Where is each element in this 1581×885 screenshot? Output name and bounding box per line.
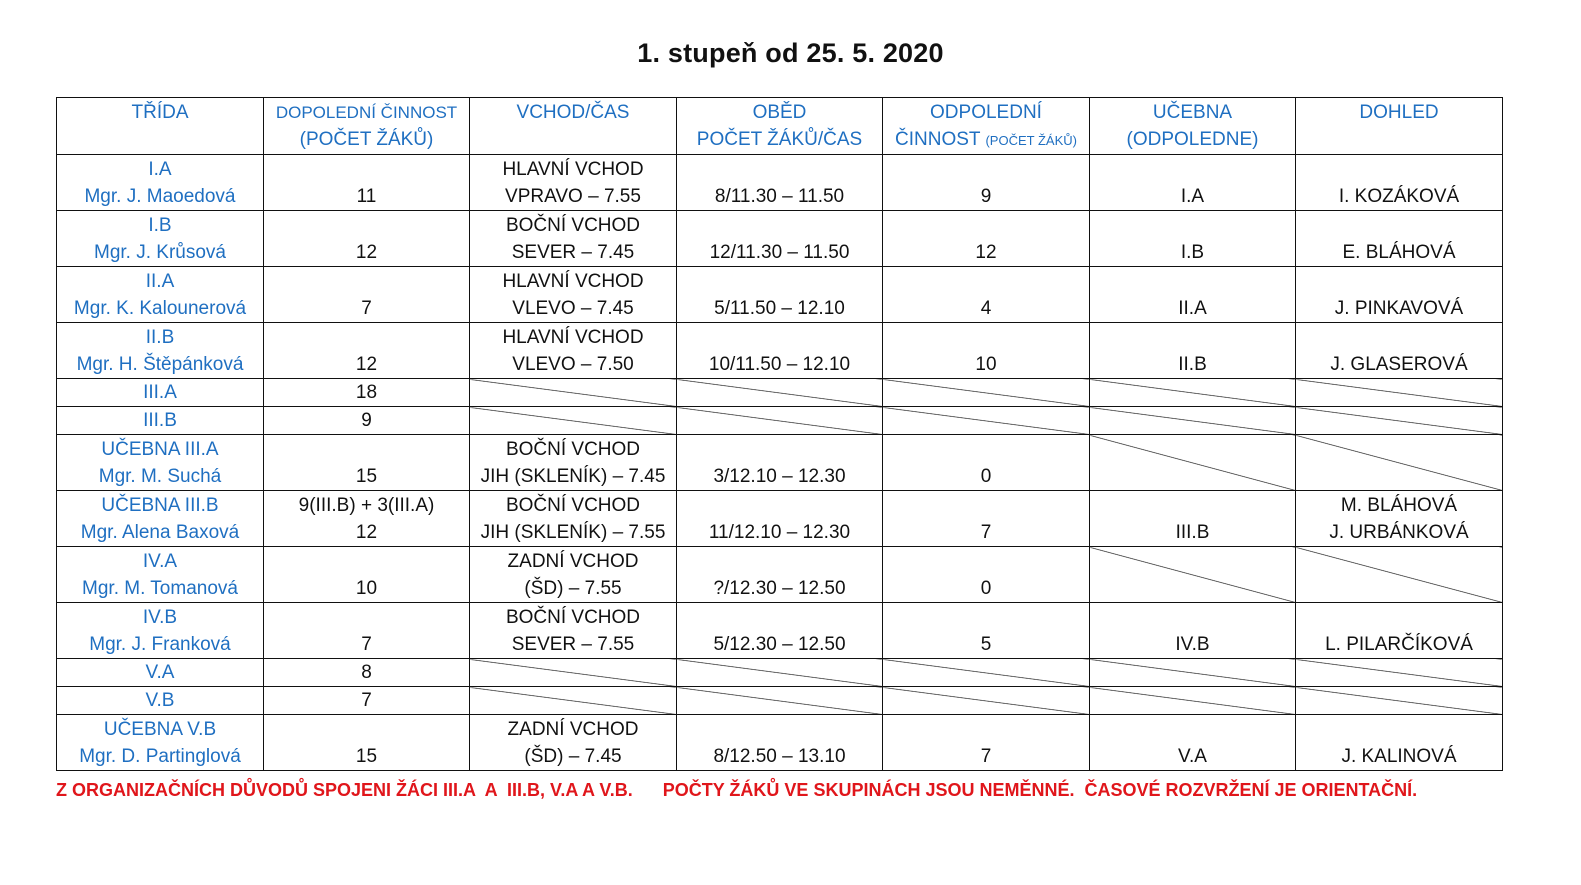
afternoon-cell: 4 xyxy=(883,267,1090,323)
entry-cell: BOČNÍ VCHOD JIH (SKLENÍK) – 7.45 xyxy=(470,435,677,491)
empty-cell xyxy=(470,687,677,715)
morning-cell: 8 xyxy=(264,659,470,687)
empty-cell xyxy=(1090,659,1296,687)
entry-cell: BOČNÍ VCHOD SEVER – 7.45 xyxy=(470,211,677,267)
lunch-cell: 12/11.30 – 11.50 xyxy=(677,211,883,267)
morning-cell: 12 xyxy=(264,323,470,379)
empty-cell xyxy=(1090,547,1296,603)
morning-cell: 15 xyxy=(264,715,470,771)
room-cell: I.B xyxy=(1090,211,1296,267)
table-row xyxy=(57,435,1503,491)
table-row xyxy=(57,379,1503,407)
class-cell: I.B Mgr. J. Krůsová xyxy=(57,211,264,267)
page-title: 1. stupeň od 25. 5. 2020 xyxy=(637,38,944,68)
afternoon-cell: 7 xyxy=(883,491,1090,547)
note-left: Z ORGANIZAČNÍCH DŮVODŮ SPOJENI ŽÁCI III.A A III.B, V.A A V.B. xyxy=(56,780,633,800)
supervision-cell: J. KALINOVÁ xyxy=(1296,715,1503,771)
empty-cell xyxy=(1090,435,1296,491)
morning-cell: 7 xyxy=(264,603,470,659)
lunch-cell: 5/11.50 – 12.10 xyxy=(677,267,883,323)
class-cell: III.B xyxy=(57,407,264,435)
lunch-cell: 8/11.30 – 11.50 xyxy=(677,155,883,211)
entry-cell: ZADNÍ VCHOD (ŠD) – 7.45 xyxy=(470,715,677,771)
morning-cell: 7 xyxy=(264,267,470,323)
morning-cell: 15 xyxy=(264,435,470,491)
empty-cell xyxy=(677,379,883,407)
empty-cell xyxy=(470,659,677,687)
lunch-cell: 8/12.50 – 13.10 xyxy=(677,715,883,771)
empty-cell xyxy=(677,687,883,715)
header-ucebna: UČEBNA (ODPOLEDNE) xyxy=(1090,98,1296,155)
table-row xyxy=(57,603,1503,659)
morning-cell: 12 xyxy=(264,211,470,267)
lunch-cell: 11/12.10 – 12.30 xyxy=(677,491,883,547)
entry-cell: BOČNÍ VCHOD SEVER – 7.55 xyxy=(470,603,677,659)
afternoon-cell: 5 xyxy=(883,603,1090,659)
supervision-cell: J. PINKAVOVÁ xyxy=(1296,267,1503,323)
header-row xyxy=(57,98,1503,155)
table-row xyxy=(57,211,1503,267)
supervision-cell: M. BLÁHOVÁ J. URBÁNKOVÁ xyxy=(1296,491,1503,547)
empty-cell xyxy=(1296,407,1503,435)
entry-cell: HLAVNÍ VCHOD VLEVO – 7.45 xyxy=(470,267,677,323)
room-cell: II.B xyxy=(1090,323,1296,379)
empty-cell xyxy=(470,407,677,435)
schedule-table xyxy=(56,97,1503,771)
empty-cell xyxy=(470,379,677,407)
header-trida: TŘÍDA xyxy=(57,98,264,155)
afternoon-cell: 9 xyxy=(883,155,1090,211)
class-cell: III.A xyxy=(57,379,264,407)
empty-cell xyxy=(1090,407,1296,435)
morning-cell: 10 xyxy=(264,547,470,603)
table-row xyxy=(57,715,1503,771)
table-row xyxy=(57,547,1503,603)
room-cell: V.A xyxy=(1090,715,1296,771)
entry-cell: ZADNÍ VCHOD (ŠD) – 7.55 xyxy=(470,547,677,603)
class-cell: I.A Mgr. J. Maoedová xyxy=(57,155,264,211)
morning-cell: 9 xyxy=(264,407,470,435)
afternoon-cell: 0 xyxy=(883,547,1090,603)
morning-cell: 9(III.B) + 3(III.A) 12 xyxy=(264,491,470,547)
header-dohled: DOHLED xyxy=(1296,98,1503,155)
empty-cell xyxy=(1296,659,1503,687)
room-cell: II.A xyxy=(1090,267,1296,323)
lunch-cell: 3/12.10 – 12.30 xyxy=(677,435,883,491)
table-row xyxy=(57,687,1503,715)
room-cell: IV.B xyxy=(1090,603,1296,659)
footer-note xyxy=(56,780,1502,801)
supervision-cell: J. GLASEROVÁ xyxy=(1296,323,1503,379)
class-cell: II.A Mgr. K. Kalounerová xyxy=(57,267,264,323)
entry-cell: HLAVNÍ VCHOD VPRAVO – 7.55 xyxy=(470,155,677,211)
empty-cell xyxy=(1296,547,1503,603)
empty-cell xyxy=(883,379,1090,407)
supervision-cell: I. KOZÁKOVÁ xyxy=(1296,155,1503,211)
afternoon-cell: 12 xyxy=(883,211,1090,267)
supervision-cell: E. BLÁHOVÁ xyxy=(1296,211,1503,267)
morning-cell: 7 xyxy=(264,687,470,715)
table-row xyxy=(57,323,1503,379)
empty-cell xyxy=(1296,379,1503,407)
entry-cell: HLAVNÍ VCHOD VLEVO – 7.50 xyxy=(470,323,677,379)
empty-cell xyxy=(883,659,1090,687)
morning-cell: 11 xyxy=(264,155,470,211)
class-cell: V.B xyxy=(57,687,264,715)
afternoon-cell: 10 xyxy=(883,323,1090,379)
class-cell: V.A xyxy=(57,659,264,687)
empty-cell xyxy=(677,659,883,687)
lunch-cell: 5/12.30 – 12.50 xyxy=(677,603,883,659)
table-row xyxy=(57,491,1503,547)
lunch-cell: 10/11.50 – 12.10 xyxy=(677,323,883,379)
table-row xyxy=(57,407,1503,435)
header-vchod: VCHOD/ČAS xyxy=(470,98,677,155)
class-cell: IV.A Mgr. M. Tomanová xyxy=(57,547,264,603)
empty-cell xyxy=(1090,379,1296,407)
class-cell: UČEBNA III.A Mgr. M. Suchá xyxy=(57,435,264,491)
table-row xyxy=(57,267,1503,323)
empty-cell xyxy=(1296,687,1503,715)
supervision-cell: L. PILARČÍKOVÁ xyxy=(1296,603,1503,659)
class-cell: II.B Mgr. H. Štěpánková xyxy=(57,323,264,379)
room-cell: III.B xyxy=(1090,491,1296,547)
afternoon-cell: 0 xyxy=(883,435,1090,491)
empty-cell xyxy=(883,687,1090,715)
morning-cell: 18 xyxy=(264,379,470,407)
empty-cell xyxy=(1090,687,1296,715)
afternoon-cell: 7 xyxy=(883,715,1090,771)
header-dopoledni: DOPOLEDNÍ ČINNOST (POČET ŽÁKŮ) xyxy=(264,98,470,155)
empty-cell xyxy=(677,407,883,435)
entry-cell: BOČNÍ VCHOD JIH (SKLENÍK) – 7.55 xyxy=(470,491,677,547)
room-cell: I.A xyxy=(1090,155,1296,211)
class-cell: UČEBNA III.B Mgr. Alena Baxová xyxy=(57,491,264,547)
class-cell: IV.B Mgr. J. Franková xyxy=(57,603,264,659)
empty-cell xyxy=(1296,435,1503,491)
header-odpoledni: ODPOLEDNÍ ČINNOST (POČET ŽÁKŮ) xyxy=(883,98,1090,155)
class-cell: UČEBNA V.B Mgr. D. Partinglová xyxy=(57,715,264,771)
lunch-cell: ?/12.30 – 12.50 xyxy=(677,547,883,603)
table-row xyxy=(57,659,1503,687)
empty-cell xyxy=(883,407,1090,435)
note-right: POČTY ŽÁKŮ VE SKUPINÁCH JSOU NEMĚNNÉ. ČASOVÉ ROZVRŽENÍ JE ORIENTAČNÍ. xyxy=(662,780,1418,800)
header-obed: OBĚD POČET ŽÁKŮ/ČAS xyxy=(677,98,883,155)
table-row xyxy=(57,155,1503,211)
